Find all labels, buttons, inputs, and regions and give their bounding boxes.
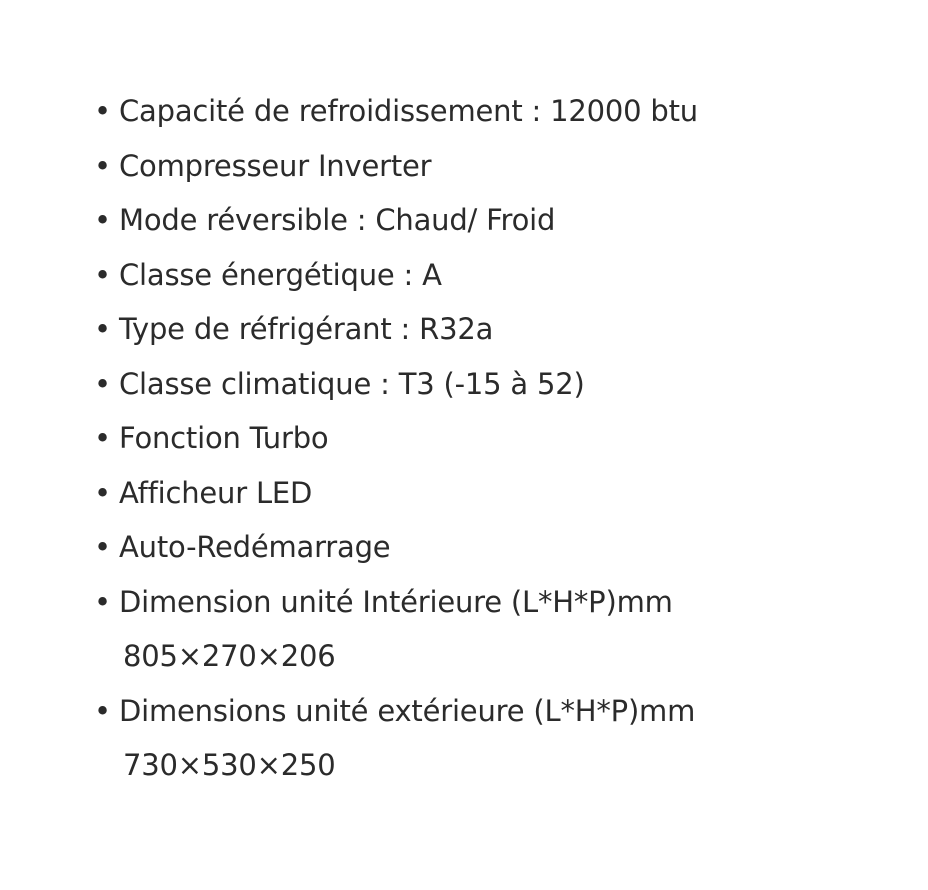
bullet-icon: • (94, 94, 111, 128)
spec-text: Auto-Redémarrage (119, 530, 391, 564)
bullet-icon: • (94, 257, 111, 292)
spec-reversible-mode (92, 193, 892, 248)
spec-text: Dimensions unité extérieure (L*H*P)mm (119, 693, 696, 728)
bullet-icon: • (94, 530, 111, 564)
bullet-icon: • (94, 203, 111, 237)
bullet-icon: • (94, 366, 111, 401)
spec-led-display (92, 466, 892, 521)
spec-cooling-capacity (92, 84, 892, 139)
bullet-icon: • (94, 584, 111, 619)
spec-outdoor-dimensions (92, 684, 892, 793)
spec-auto-restart (92, 520, 892, 575)
bullet-icon: • (94, 693, 111, 728)
spec-climate-class (92, 357, 892, 412)
spec-refrigerant-type (92, 302, 892, 357)
spec-value: 805×270×206 (123, 639, 336, 673)
bullet-icon: • (94, 148, 111, 183)
spec-text: Fonction Turbo (119, 421, 329, 455)
spec-text: Capacité de refroidissement : 12000 btu (119, 94, 698, 128)
spec-text: Classe énergétique : A (119, 257, 442, 292)
spec-energy-class (92, 248, 892, 303)
spec-text: Compresseur Inverter (119, 148, 432, 183)
bullet-icon: • (94, 421, 111, 455)
spec-value: 730×530×250 (123, 748, 336, 782)
spec-compressor (92, 139, 892, 194)
spec-text: Afficheur LED (119, 475, 313, 510)
specification-list (92, 84, 892, 793)
bullet-icon: • (94, 475, 111, 510)
spec-text: Type de réfrigérant : R32a (119, 312, 494, 346)
bullet-icon: • (94, 312, 111, 346)
spec-text: Classe climatique : T3 (-15 à 52) (119, 366, 585, 401)
spec-indoor-dimensions (92, 575, 892, 684)
spec-turbo-function (92, 411, 892, 466)
spec-text: Dimension unité Intérieure (L*H*P)mm (119, 584, 673, 619)
spec-text: Mode réversible : Chaud/ Froid (119, 203, 556, 237)
